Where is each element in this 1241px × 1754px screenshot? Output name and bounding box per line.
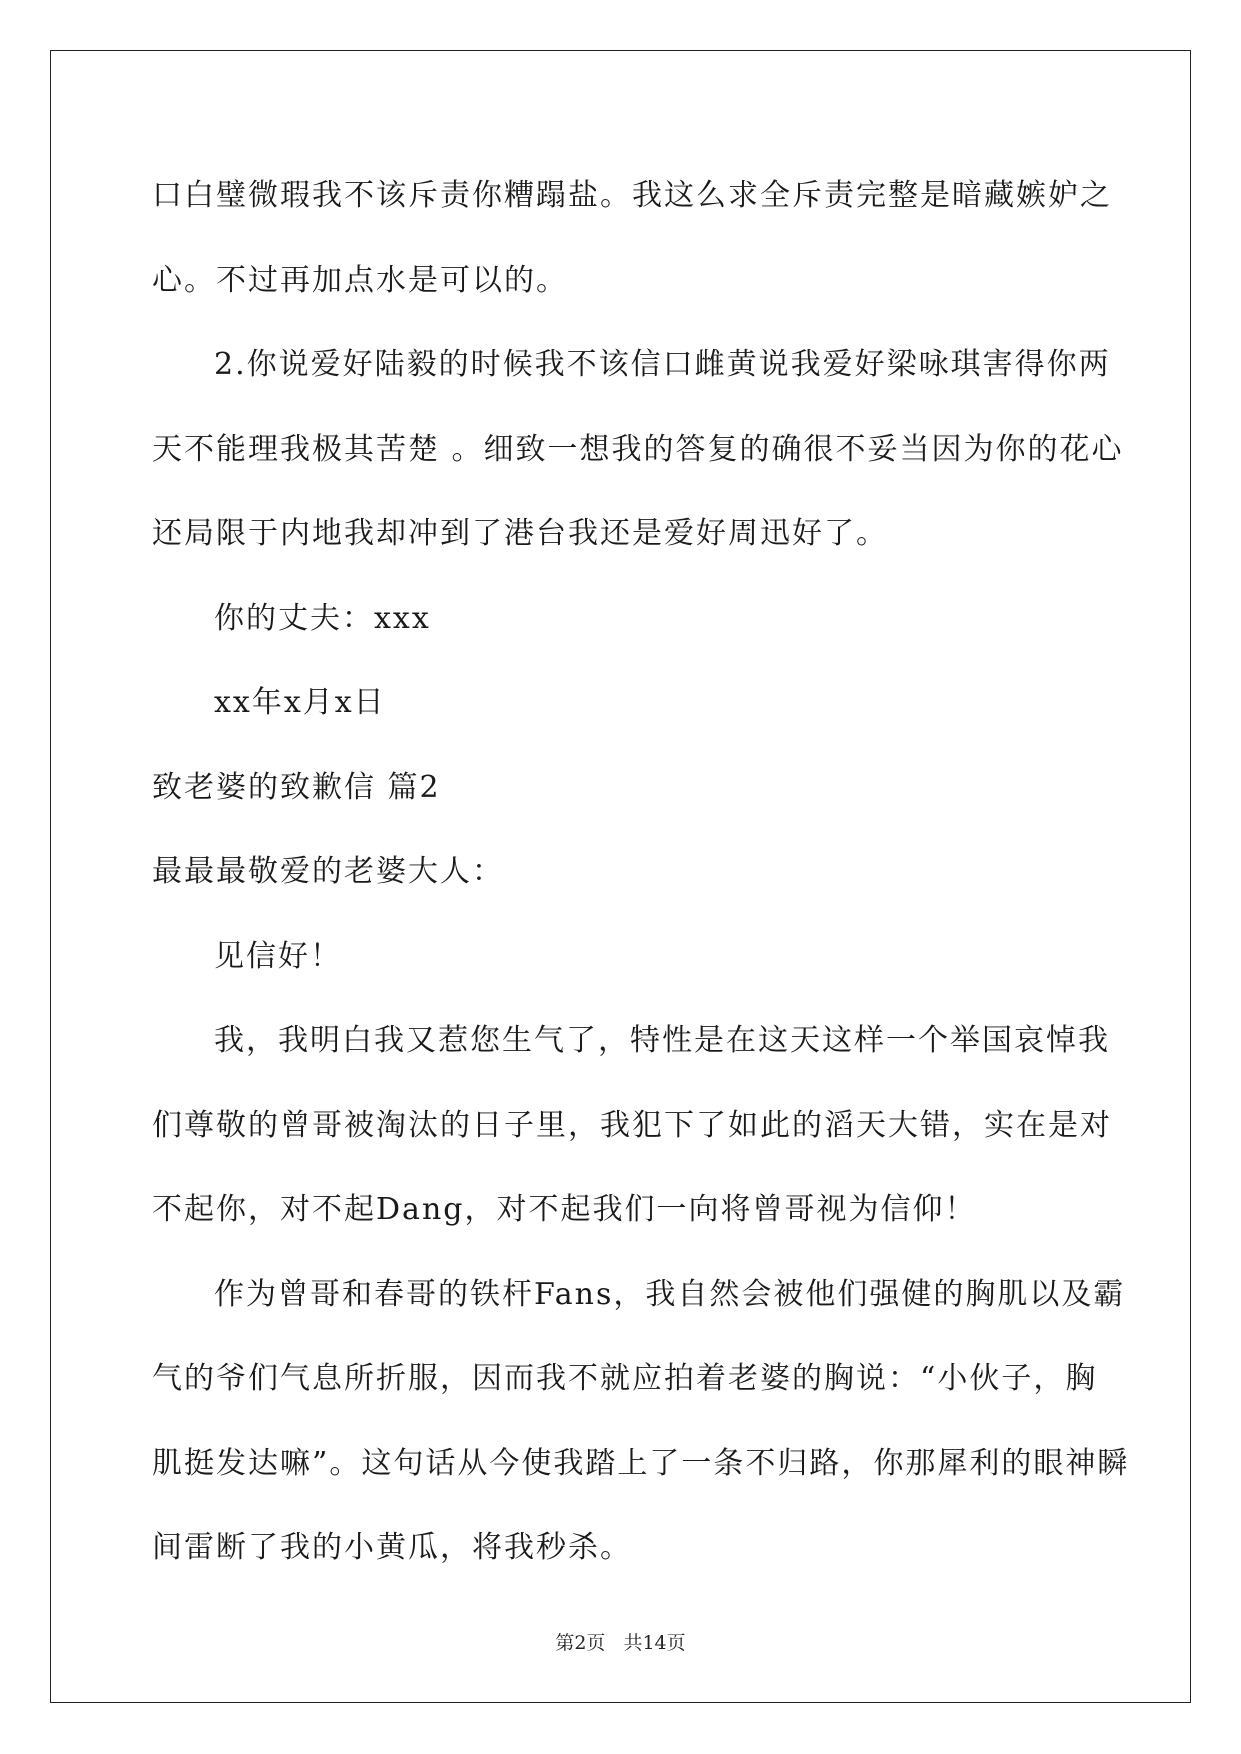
text-line: 肌挺发达嘛”。这句话从今使我踏上了一条不归路，你那犀利的眼神瞬: [152, 1445, 1130, 1481]
text-line: 天不能理我极其苦楚 。细致一想我的答复的确很不妥当因为你的花心: [152, 431, 1124, 467]
text-line: 还局限于内地我却冲到了港台我还是爱好周迅好了。: [152, 516, 888, 551]
text-line: 间雷断了我的小黄瓜，将我秒杀。: [152, 1530, 632, 1565]
text-line: 我，我明白我又惹您生气了，特性是在这天这样一个举国哀悼我: [214, 1023, 1110, 1058]
text-line: 2.你说爱好陆毅的时候我不该信口雌黄说我爱好梁咏琪害得你两: [214, 347, 1111, 382]
document-body: [152, 154, 1130, 1591]
total-pages: 共14页: [623, 1632, 686, 1654]
signature-line: 你的丈夫：xxx: [214, 600, 431, 636]
text-line: 作为曾哥和春哥的铁杆Fans，我自然会被他们强健的胸肌以及霸: [214, 1276, 1126, 1312]
text-line: 心。不过再加点水是可以的。: [152, 262, 568, 298]
page-footer: [0, 1628, 1241, 1655]
text-line: 们尊敬的曾哥被淘汰的日子里，我犯下了如此的滔天大错，实在是对: [152, 1107, 1112, 1143]
text-line: 不起你，对不起Dang，对不起我们一向将曾哥视为信仰！: [152, 1192, 977, 1227]
text-line: 口白璧微瑕我不该斥责你糟蹋盐。我这么求全斥责完整是暗藏嫉妒之: [152, 178, 1112, 213]
text-line: 气的爷们气息所折服，因而我不就应拍着老婆的胸说：“小伙子，胸: [152, 1361, 1098, 1396]
section-title: 致老婆的致歉信 篇2: [152, 769, 441, 805]
salutation: 最最最敬爱的老婆大人：: [152, 854, 504, 889]
date-line: xx年x月x日: [214, 685, 386, 720]
page-number: 第2页: [555, 1632, 606, 1654]
greeting: 见信好！: [214, 938, 342, 974]
